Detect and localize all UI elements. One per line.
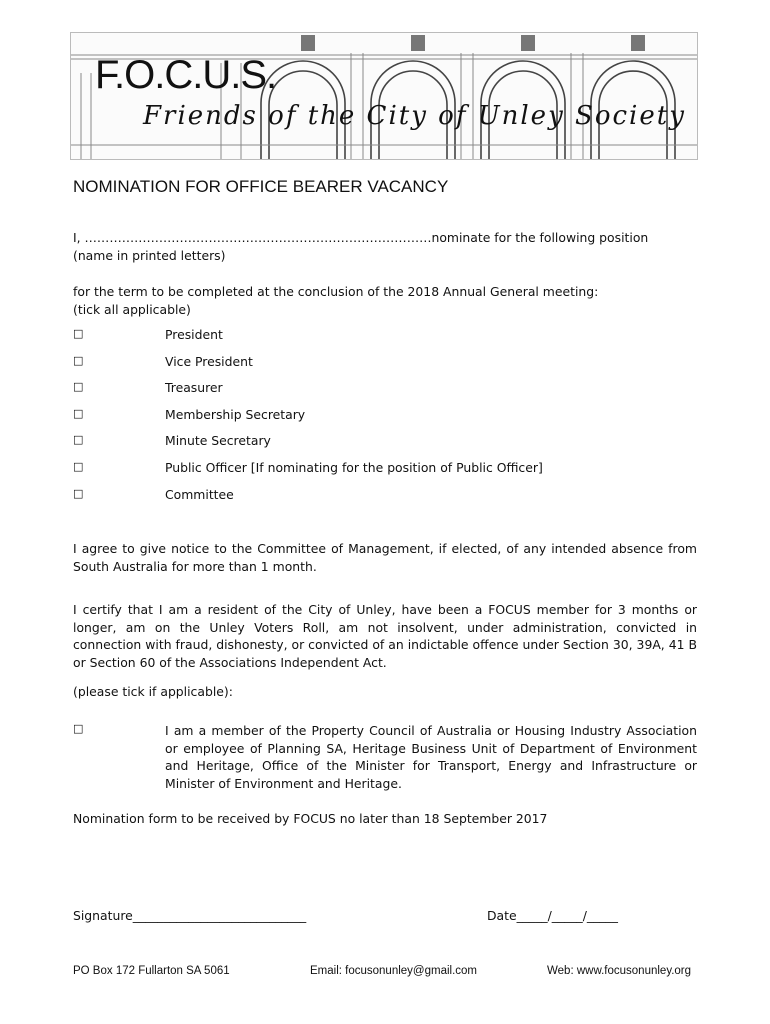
checkbox-icon[interactable]: □: [73, 407, 84, 420]
checkbox-icon[interactable]: □: [73, 327, 84, 340]
checkbox-icon[interactable]: □: [73, 460, 84, 473]
certification-text: I certify that I am a resident of the City of Unley, have been a FOCUS member for 3 months or longer, am on the Unley Voters Roll, am not insolvent, under administration, convicted in connection with fraud, dishonesty, or convicted of an indictable offence under Section 30, 39A, 41 B or Section 60 of the Associations Independent Act.: [73, 602, 697, 670]
position-label: Committee: [165, 487, 234, 502]
nominee-line[interactable]: I, …………………………………………………………………………nominate for the following position: [73, 230, 649, 245]
footer-web[interactable]: Web: www.focusonunley.org: [547, 965, 692, 977]
position-label: Public Officer [If nominating for the position of Public Officer]: [165, 460, 543, 475]
date-field[interactable]: Date_____/_____/_____: [487, 908, 618, 923]
footer-address: PO Box 172 Fullarton SA 5061: [73, 965, 230, 977]
focus-logo: F.O.C.U.S.: [95, 53, 277, 97]
checkbox-icon[interactable]: □: [73, 487, 84, 500]
position-label: President: [165, 327, 223, 342]
banner-tagline: Friends of the City of Unley Society: [143, 101, 686, 131]
deadline-text: Nomination form to be received by FOCUS no later than 18 September 2017: [73, 811, 548, 826]
checkbox-icon[interactable]: □: [73, 433, 84, 446]
checkbox-icon[interactable]: □: [73, 354, 84, 367]
position-label: Minute Secretary: [165, 433, 271, 448]
term-line: for the term to be completed at the conclusion of the 2018 Annual General meeting:: [73, 284, 599, 299]
checkbox-icon[interactable]: □: [73, 380, 84, 393]
membership-option-text: I am a member of the Property Council of Australia or Housing Industry Association or employee of Planning SA, Heritage Business Unit of Department of Environment and Heritage, Office of the Minister for Transport, Energy and Infrastructure or Minister of Environment and Heritage.: [165, 723, 697, 791]
header-banner: [70, 32, 698, 160]
tick-hint: (please tick if applicable):: [73, 684, 233, 699]
signature-field[interactable]: Signature____________________________: [73, 908, 307, 923]
footer-email[interactable]: Email: focusonunley@gmail.com: [310, 965, 477, 977]
form-title: NOMINATION FOR OFFICE BEARER VACANCY: [73, 177, 449, 196]
position-label: Treasurer: [165, 380, 223, 395]
absence-notice: I agree to give notice to the Committee of Management, if elected, of any intended absence from South Australia for more than 1 month.: [73, 541, 697, 574]
position-label: Vice President: [165, 354, 253, 369]
checkbox-icon[interactable]: □: [73, 722, 84, 735]
nominee-hint: (name in printed letters): [73, 248, 226, 263]
position-label: Membership Secretary: [165, 407, 306, 422]
term-hint: (tick all applicable): [73, 302, 191, 317]
